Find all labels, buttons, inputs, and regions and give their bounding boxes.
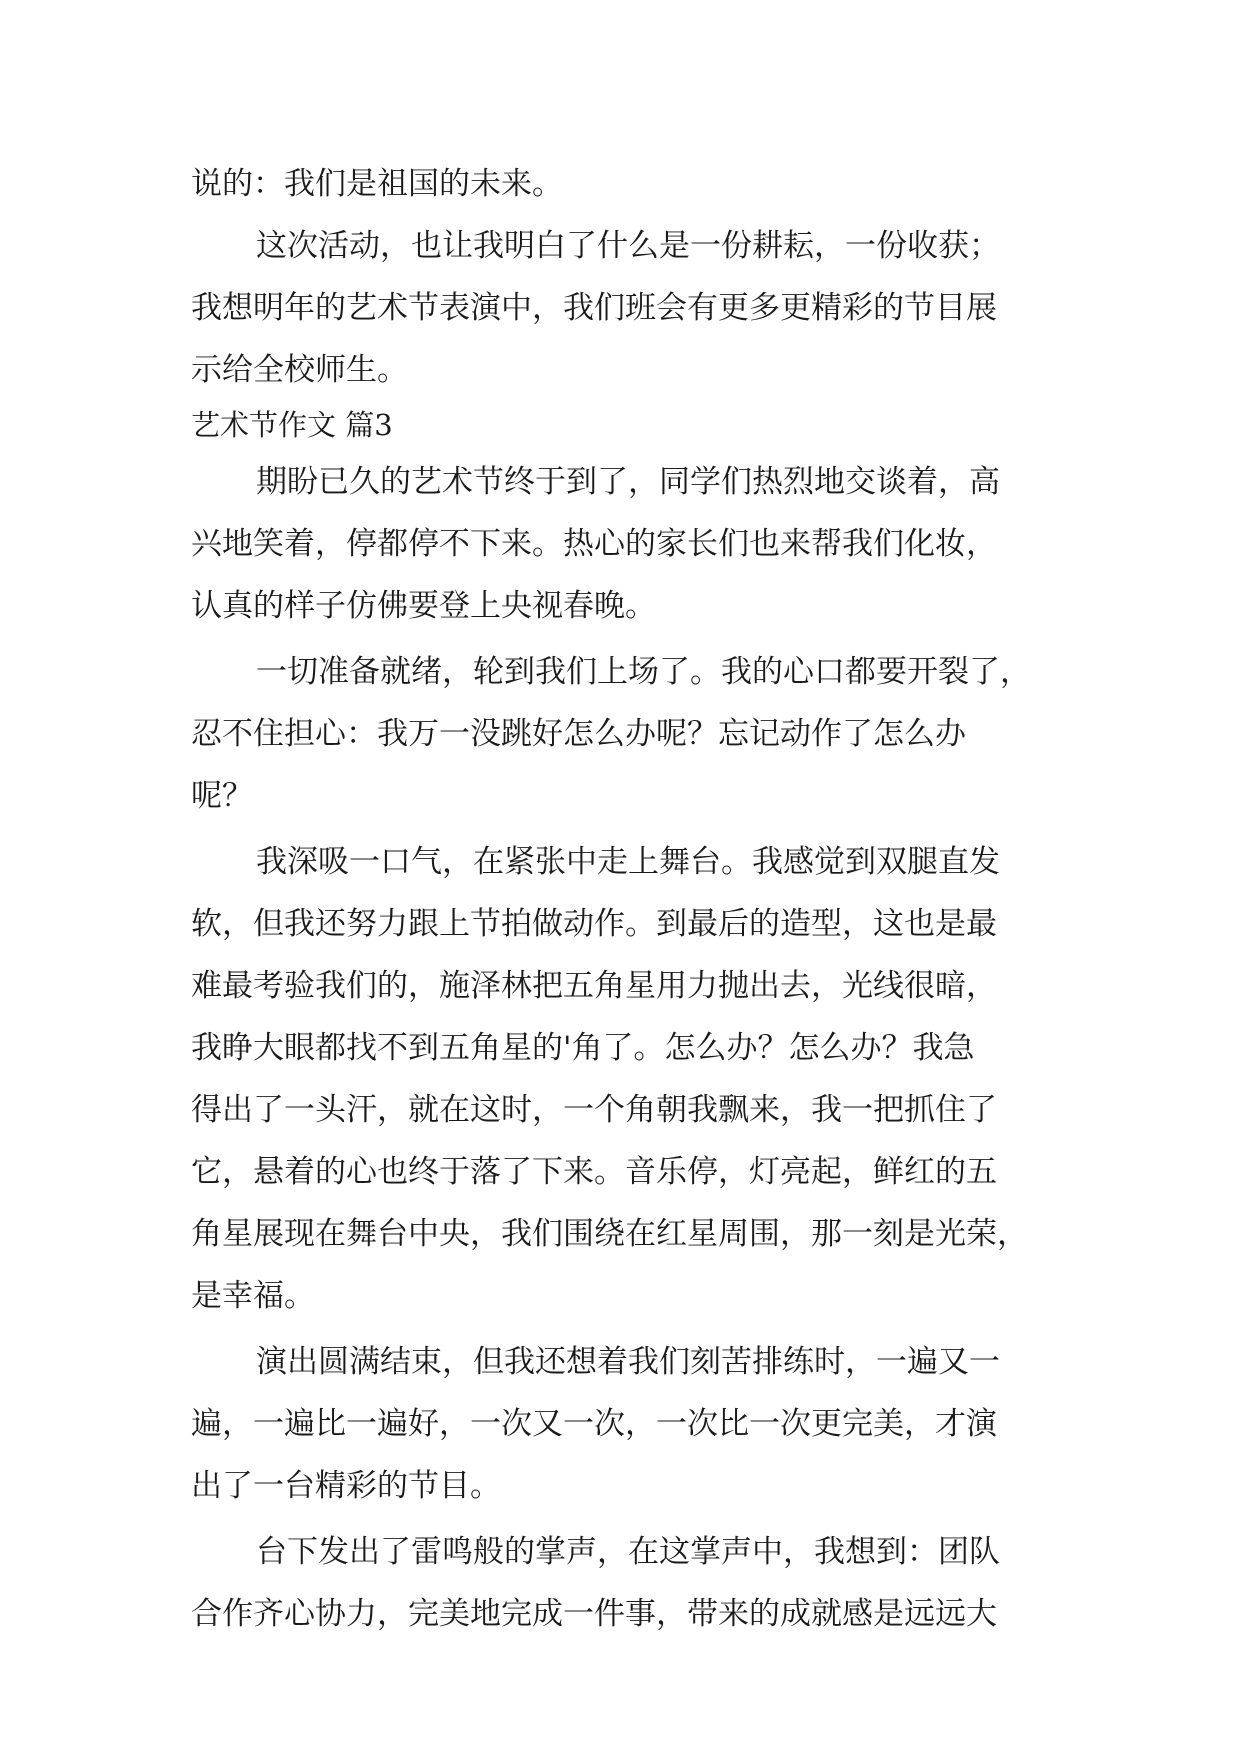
section-heading: 艺术节作文 篇3 <box>191 408 393 442</box>
text-line: 演出圆满结束，但我还想着我们刻苦排练时，一遍又一 <box>256 1344 1000 1380</box>
text-line: 合作齐心协力，完美地完成一件事，带来的成就感是远远大 <box>191 1596 997 1632</box>
text-line: 兴地笑着，停都停不下来。热心的家长们也来帮我们化妆， <box>191 526 997 562</box>
text-line: 它，悬着的心也终于落了下来。音乐停，灯亮起，鲜红的五 <box>191 1154 997 1190</box>
text-line: 说的：我们是祖国的未来。 <box>191 166 563 202</box>
text-line: 忍不住担心：我万一没跳好怎么办呢？忘记动作了怎么办 <box>191 716 966 752</box>
text-line: 一切准备就绪，轮到我们上场了。我的心口都要开裂了， <box>256 654 1031 690</box>
text-line: 出了一台精彩的节目。 <box>191 1468 501 1504</box>
text-line: 认真的样子仿佛要登上央视春晚。 <box>191 588 656 624</box>
text-line: 角星展现在舞台中央，我们围绕在红星周围，那一刻是光荣， <box>191 1216 1028 1252</box>
text-line: 遍，一遍比一遍好，一次又一次，一次比一次更完美，才演 <box>191 1406 997 1442</box>
text-line: 呢？ <box>191 778 253 814</box>
text-line: 示给全校师生。 <box>191 352 408 388</box>
text-line: 是幸福。 <box>191 1278 315 1314</box>
text-line: 台下发出了雷鸣般的掌声，在这掌声中，我想到：团队 <box>256 1534 1000 1570</box>
text-line: 我深吸一口气，在紧张中走上舞台。我感觉到双腿直发 <box>256 844 1000 880</box>
text-line: 我想明年的艺术节表演中，我们班会有更多更精彩的节目展 <box>191 290 997 326</box>
text-line: 我睁大眼都找不到五角星的'角了。怎么办？怎么办？我急 <box>191 1030 975 1066</box>
text-line: 期盼已久的艺术节终于到了，同学们热烈地交谈着，高 <box>256 464 1000 500</box>
text-line: 得出了一头汗，就在这时，一个角朝我飘来，我一把抓住了 <box>191 1092 997 1128</box>
text-line: 软，但我还努力跟上节拍做动作。到最后的造型，这也是最 <box>191 906 997 942</box>
text-line: 这次活动，也让我明白了什么是一份耕耘，一份收获； <box>256 228 1000 264</box>
text-line: 难最考验我们的，施泽林把五角星用力抛出去，光线很暗， <box>191 968 997 1004</box>
